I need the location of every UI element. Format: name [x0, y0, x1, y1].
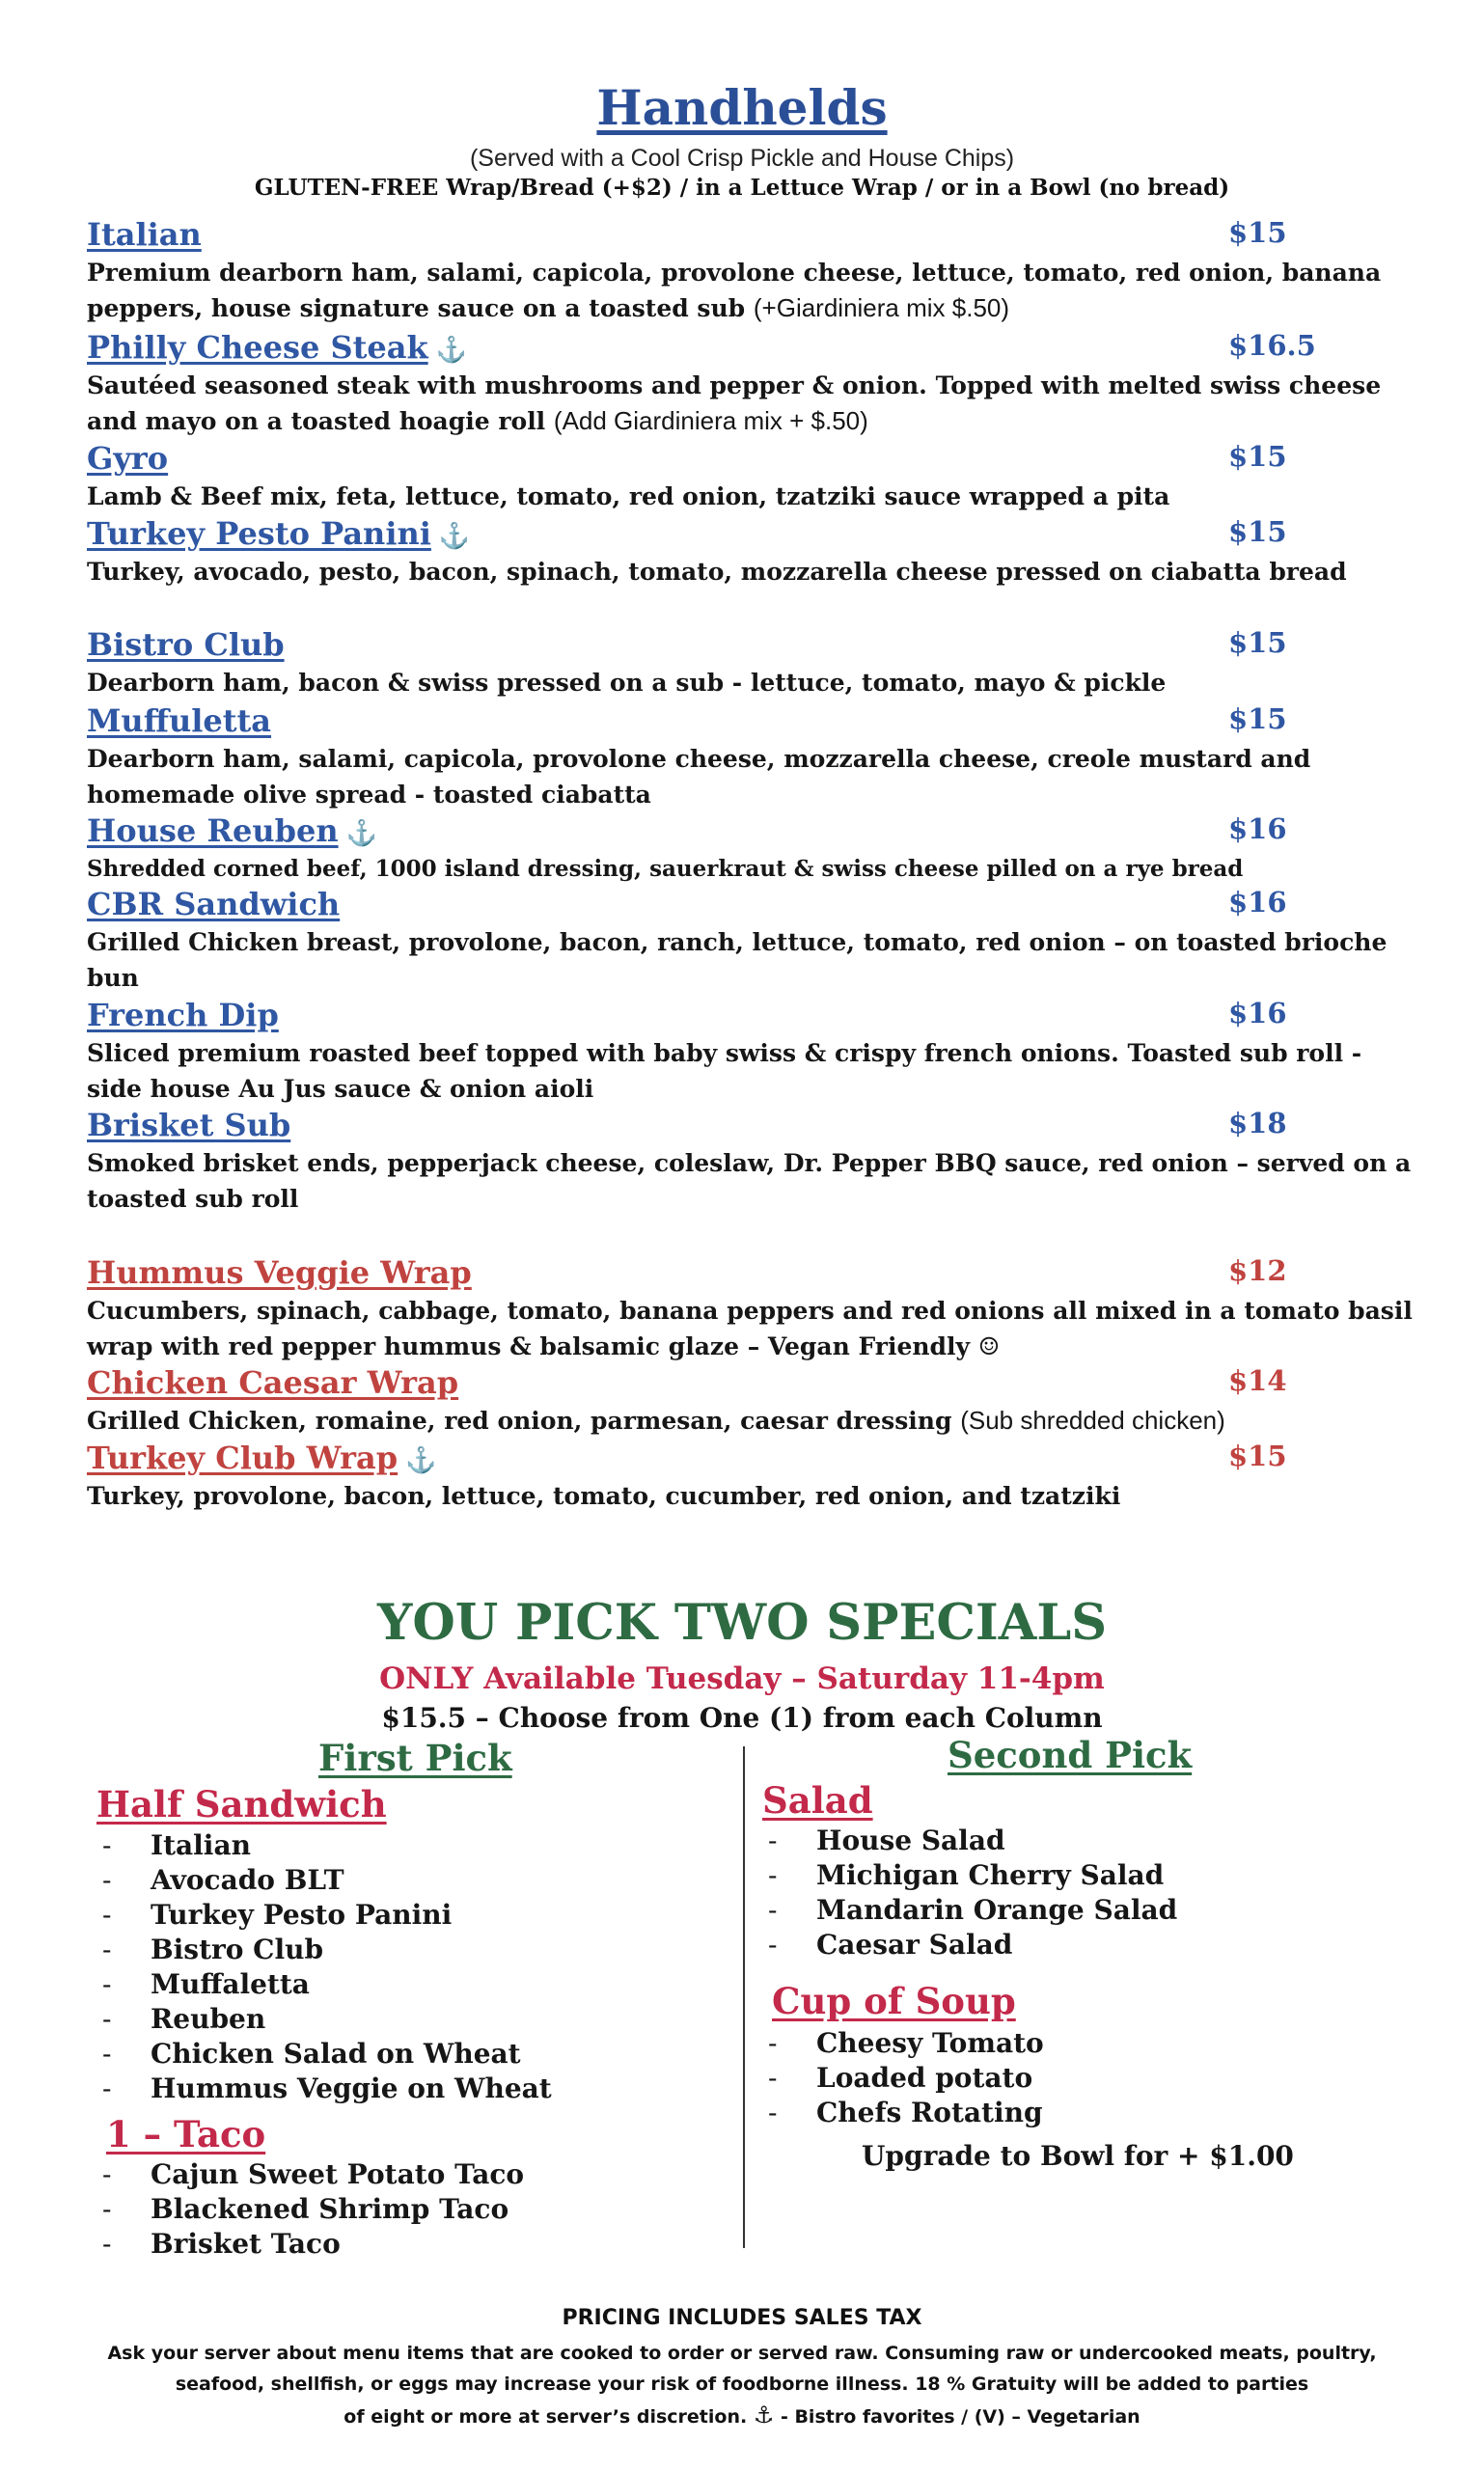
list-item: - Chicken Salad on Wheat [96, 2037, 552, 2072]
item-price: $15 [1228, 216, 1287, 249]
list-item: - Brisket Taco [96, 2227, 524, 2262]
anchor-icon: ⚓ [438, 522, 471, 551]
item-description: Grilled Chicken breast, provolone, bacon, ranch, lettuce, tomato, red onion – on toasted brioche bun [87, 928, 1388, 992]
list-item: - Michigan Cherry Salad [762, 1858, 1177, 1893]
list-item: - Bistro Club [96, 1933, 552, 1967]
menu-item-hummus-veggie-wrap [87, 1254, 1418, 1364]
list-item: - Blackened Shrimp Taco [96, 2192, 524, 2227]
list-item: - Avocado BLT [96, 1863, 552, 1898]
menu-item-bistro-club [87, 626, 1418, 700]
item-note: (Sub shredded chicken) [960, 1406, 1225, 1435]
item-name: Italian [87, 216, 202, 253]
soup-list [762, 2026, 1044, 2130]
disclaimer: Ask your server about menu items that are cooked to order or served raw. Consuming raw or undercooked meats, poultry, seafood, shellfish, or eggs may increase your risk of foodborne illness. 18 % Gratuity will be added to parties of eight or more at server’s discretion. ⚓ - Bistro favorites / (V) – Vegetarian [107, 2343, 1377, 2429]
item-name: Muffuletta [87, 702, 272, 739]
item-name: Chicken Caesar Wrap [87, 1364, 459, 1401]
item-description: Sliced premium roasted beef topped with baby swiss & crispy french onions. Toasted sub roll - side house Au Jus sauce & onion aioli [87, 1039, 1362, 1103]
half-sandwich-heading: Half Sandwich [96, 1783, 387, 1825]
soup-upgrade: Upgrade to Bowl for + $1.00 [862, 2140, 1294, 2172]
item-description: Dearborn ham, salami, capicola, provolone cheese, mozzarella cheese, creole mustard and homemade olive spread - toasted ciabatta [87, 745, 1311, 809]
item-price: $15 [1228, 626, 1287, 659]
item-name: Philly Cheese Steak ⚓ [87, 329, 468, 366]
list-item: - Italian [96, 1828, 552, 1863]
menu-item-house-reuben [87, 812, 1418, 887]
item-description: Grilled Chicken, romaine, red onion, parmesan, caesar dressing (Sub shredded chicken) [87, 1406, 1225, 1435]
list-item: - Chefs Rotating [762, 2096, 1044, 2130]
first-pick-heading: First Pick [318, 1737, 512, 1779]
item-price: $15 [1228, 440, 1287, 473]
item-price: $16 [1228, 812, 1287, 845]
list-item: - Loaded potato [762, 2061, 1044, 2096]
menu-item-turkey-pesto-panini [87, 515, 1418, 590]
anchor-icon: ⚓ [753, 2401, 775, 2429]
column-divider [743, 1746, 745, 2248]
half-sandwich-list [96, 1828, 552, 2106]
menu-item-gyro [87, 440, 1418, 514]
list-item: - Cajun Sweet Potato Taco [96, 2157, 524, 2192]
item-name: French Dip [87, 997, 279, 1033]
menu-item-muffuletta [87, 702, 1418, 812]
item-name: Turkey Pesto Panini ⚓ [87, 515, 471, 552]
item-price: $16.5 [1228, 329, 1316, 362]
anchor-icon: ⚓ [435, 336, 468, 365]
item-note: (Add Giardiniera mix + $.50) [553, 406, 868, 435]
taco-heading: 1 – Taco [106, 2113, 266, 2155]
second-pick-heading: Second Pick [948, 1734, 1193, 1776]
item-price: $14 [1228, 1364, 1287, 1397]
item-price: $15 [1228, 515, 1287, 548]
item-price: $18 [1228, 1107, 1287, 1139]
item-name: Brisket Sub [87, 1107, 291, 1143]
item-name: Turkey Club Wrap ⚓ [87, 1440, 437, 1476]
list-item: - Reuben [96, 2002, 552, 2037]
item-price: $15 [1228, 1440, 1287, 1472]
list-item: - Hummus Veggie on Wheat [96, 2072, 552, 2106]
menu-item-philly-cheese-steak [87, 329, 1418, 439]
item-name: House Reuben ⚓ [87, 812, 377, 849]
item-price: $16 [1228, 997, 1287, 1029]
anchor-icon: ⚓ [345, 819, 377, 848]
gluten-free-note: GLUTEN-FREE Wrap/Bread (+$2) / in a Lettuce Wrap / or in a Bowl (no bread) [254, 175, 1230, 201]
item-price: $15 [1228, 702, 1287, 735]
menu-item-turkey-club-wrap [87, 1440, 1418, 1514]
menu-item-italian [87, 216, 1418, 326]
item-description: Turkey, provolone, bacon, lettuce, tomato, cucumber, red onion, and tzatziki [87, 1482, 1121, 1510]
list-item: - Muffaletta [96, 1967, 552, 2002]
item-price: $12 [1228, 1254, 1287, 1287]
item-name: CBR Sandwich [87, 886, 341, 922]
page-title: Handhelds [596, 79, 888, 136]
item-note: (+Giardiniera mix $.50) [753, 293, 1010, 322]
taco-list [96, 2157, 524, 2262]
item-price: $16 [1228, 886, 1287, 919]
item-description: Shredded corned beef, 1000 island dressing, sauerkraut & swiss cheese pilled on a rye bread [87, 856, 1244, 882]
menu-item-cbr-sandwich [87, 886, 1418, 996]
list-item: - House Salad [762, 1824, 1177, 1858]
soup-heading: Cup of Soup [772, 1980, 1016, 2022]
item-description: Lamb & Beef mix, feta, lettuce, tomato, red onion, tzatziki sauce wrapped a pita [87, 482, 1170, 510]
list-item: - Mandarin Orange Salad [762, 1893, 1177, 1928]
list-item: - Cheesy Tomato [762, 2026, 1044, 2061]
item-description: Dearborn ham, bacon & swiss pressed on a sub - lettuce, tomato, mayo & pickle [87, 669, 1167, 697]
list-item: - Caesar Salad [762, 1928, 1177, 1962]
salad-list [762, 1824, 1177, 1962]
item-name: Bistro Club [87, 626, 285, 663]
list-item: - Turkey Pesto Panini [96, 1898, 552, 1933]
item-description: Cucumbers, spinach, cabbage, tomato, banana peppers and red onions all mixed in a tomato basil wrap with red pepper hummus & balsamic glaze – Vegan Friendly ☺ [87, 1297, 1413, 1360]
specials-title: YOU PICK TWO SPECIALS [376, 1594, 1108, 1652]
menu-item-brisket-sub [87, 1107, 1418, 1217]
item-description: Premium dearborn ham, salami, capicola, provolone cheese, lettuce, tomato, red onion, banana peppers, house signature sauce on a toasted sub (+Giardiniera mix $.50) [87, 259, 1382, 322]
specials-availability: ONLY Available Tuesday – Saturday 11-4pm [379, 1661, 1105, 1696]
salad-heading: Salad [762, 1779, 873, 1822]
anchor-icon: ⚓ [405, 1446, 437, 1475]
menu-item-french-dip [87, 997, 1418, 1107]
pricing-note: PRICING INCLUDES SALES TAX [562, 2306, 922, 2330]
item-name: Gyro [87, 440, 169, 477]
specials-price: $15.5 – Choose from One (1) from each Column [381, 1702, 1103, 1734]
item-description: Turkey, avocado, pesto, bacon, spinach, tomato, mozzarella cheese pressed on ciabatta bread [87, 558, 1347, 586]
menu-item-chicken-caesar-wrap [87, 1364, 1418, 1439]
item-name: Hummus Veggie Wrap [87, 1254, 472, 1291]
subtitle: (Served with a Cool Crisp Pickle and House Chips) [469, 145, 1015, 172]
item-description: Sautéed seasoned steak with mushrooms and pepper & onion. Topped with melted swiss cheese and mayo on a toasted hoagie roll (Add Giardiniera mix + $.50) [87, 371, 1382, 435]
item-description: Smoked brisket ends, pepperjack cheese, coleslaw, Dr. Pepper BBQ sauce, red onion – served on a toasted sub roll [87, 1149, 1412, 1213]
